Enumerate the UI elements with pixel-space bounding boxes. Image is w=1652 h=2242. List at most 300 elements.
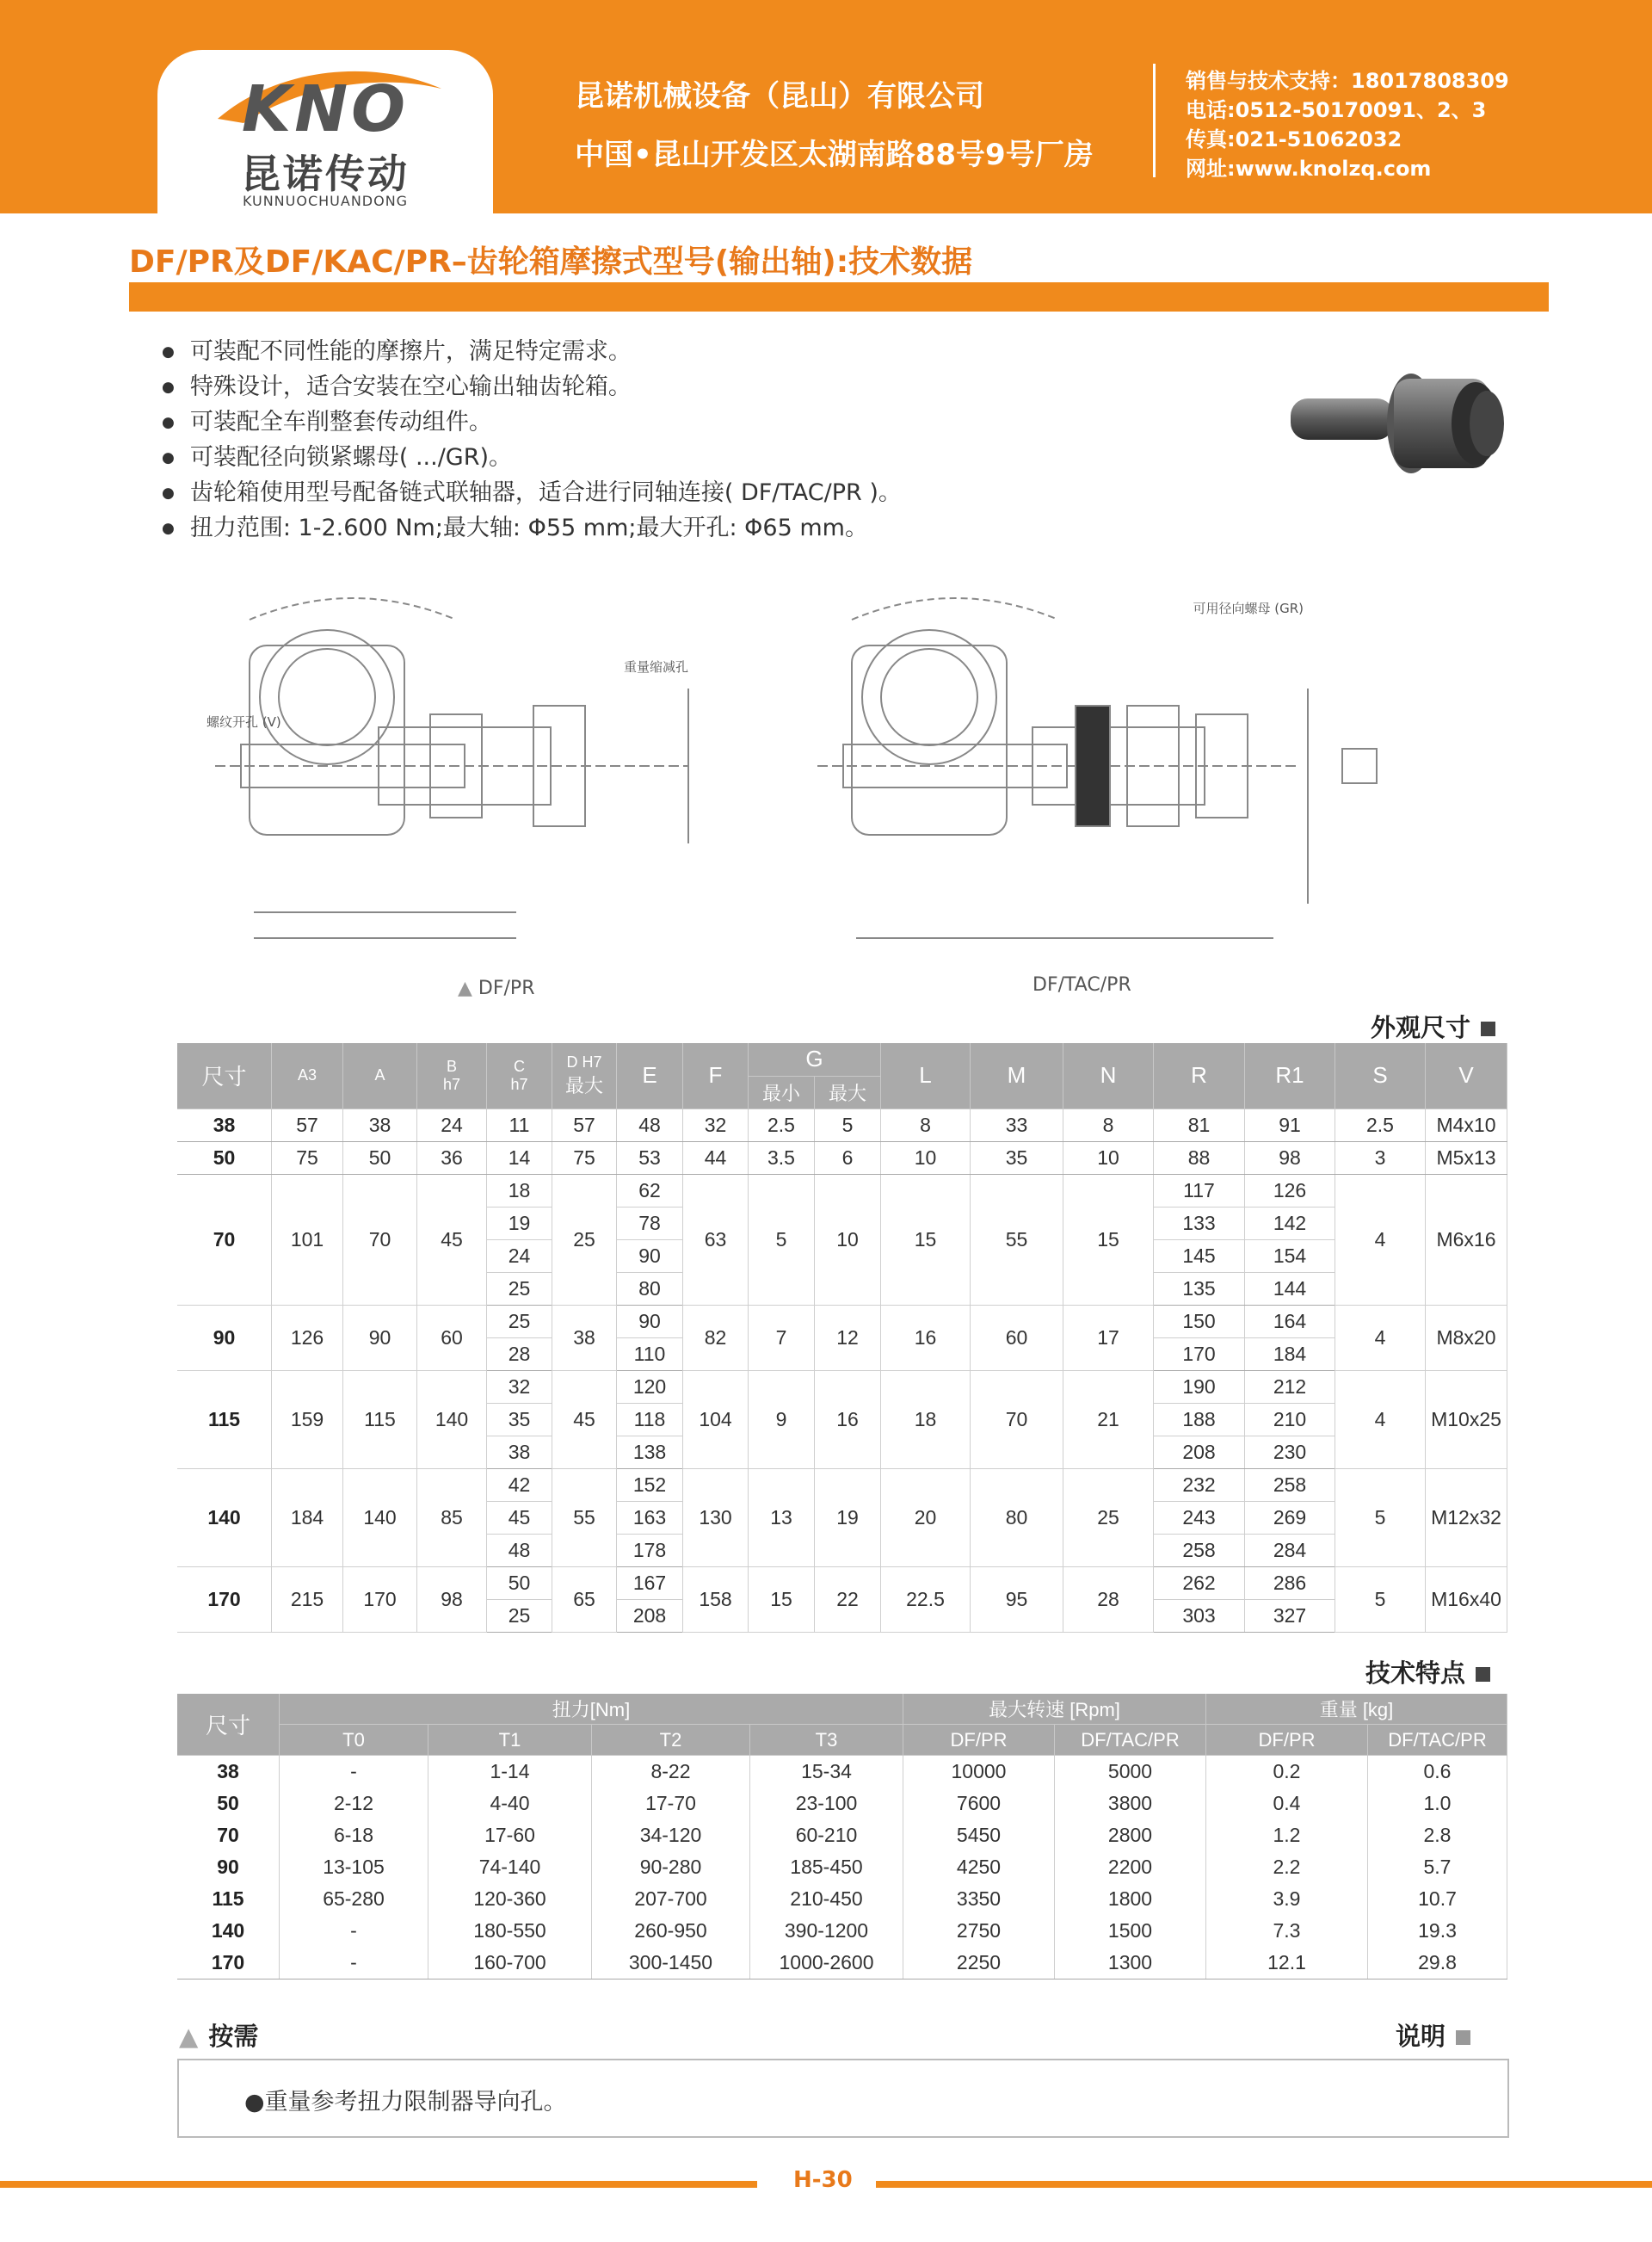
- cell-r: 188: [1154, 1403, 1245, 1436]
- tech-cell-t2: 17-70: [592, 1788, 750, 1819]
- tech-col-t0: T0: [280, 1725, 428, 1756]
- cell-d: 38: [552, 1305, 617, 1370]
- tech-cell-size: 38: [177, 1756, 280, 1788]
- tech-cell-t1: 17-60: [428, 1819, 592, 1851]
- cell-g-min: 7: [749, 1305, 815, 1370]
- cell-s: 3: [1335, 1141, 1426, 1174]
- tech-cell-t1: 4-40: [428, 1788, 592, 1819]
- tech-row: [177, 1947, 1507, 1980]
- dim-row: [177, 1141, 1507, 1174]
- cell-g-max: 10: [815, 1174, 881, 1305]
- thread-hole-label: 螺纹开孔 (V): [206, 714, 281, 730]
- page-number: H-30: [793, 2167, 853, 2193]
- tech-row: [177, 1915, 1507, 1947]
- col-size: 尺寸: [177, 1043, 272, 1109]
- tech-cell-t3: 185-450: [750, 1851, 903, 1883]
- tech-cell-size: 115: [177, 1883, 280, 1915]
- cell-e: 62: [617, 1174, 683, 1207]
- tech-col-speed-dfpr: DF/PR: [903, 1725, 1055, 1756]
- cell-m: 60: [971, 1305, 1063, 1370]
- tech-col-t1: T1: [428, 1725, 592, 1756]
- tech-cell-speed-dftacpr: 2800: [1055, 1819, 1206, 1851]
- tech-cell-t2: 300-1450: [592, 1947, 750, 1980]
- cell-a: 140: [343, 1468, 417, 1566]
- tech-cell-speed-dfpr: 4250: [903, 1851, 1055, 1883]
- cell-e: 178: [617, 1534, 683, 1566]
- contact-website[interactable]: 网址:www.knolzq.com: [1186, 157, 1432, 181]
- cell-f: 44: [683, 1141, 749, 1174]
- title-bar: [129, 282, 1549, 312]
- cell-f: 104: [683, 1370, 749, 1468]
- col-m: M: [971, 1043, 1063, 1109]
- caption-df-tac-pr: DF/TAC/PR: [1032, 974, 1131, 996]
- tech-cell-size: 90: [177, 1851, 280, 1883]
- cell-e: 167: [617, 1566, 683, 1599]
- cell-size: 90: [177, 1305, 272, 1370]
- col-v: V: [1426, 1043, 1507, 1109]
- cell-c: 11: [487, 1109, 552, 1141]
- cell-e: 48: [617, 1109, 683, 1141]
- col-g: G: [749, 1043, 881, 1076]
- cell-size: 115: [177, 1370, 272, 1468]
- cell-b: 45: [417, 1174, 487, 1305]
- cell-e: 90: [617, 1239, 683, 1272]
- cell-size: 140: [177, 1468, 272, 1566]
- cell-c: 25: [487, 1272, 552, 1305]
- cell-s: 2.5: [1335, 1109, 1426, 1141]
- logo: [157, 50, 493, 213]
- contact-phone: 电话:0512-50170091、2、3: [1186, 98, 1487, 122]
- cell-s: 4: [1335, 1370, 1426, 1468]
- cell-b: 60: [417, 1305, 487, 1370]
- tech-cell-weight-dftacpr: 29.8: [1368, 1947, 1507, 1980]
- tech-cell-t3: 1000-2600: [750, 1947, 903, 1980]
- tech-col-size: 尺寸: [177, 1694, 280, 1756]
- footer-line-right: [876, 2181, 1652, 2188]
- tech-cell-speed-dfpr: 3350: [903, 1883, 1055, 1915]
- col-f: F: [683, 1043, 749, 1109]
- logo-chinese-name: 昆诺传动: [241, 151, 410, 197]
- header-divider: [1153, 64, 1156, 177]
- cell-c: 14: [487, 1141, 552, 1174]
- tech-cell-speed-dftacpr: 5000: [1055, 1756, 1206, 1788]
- dim-row: [177, 1370, 1507, 1403]
- cell-v: M8x20: [1426, 1305, 1507, 1370]
- tech-cell-t2: 207-700: [592, 1883, 750, 1915]
- feature-list: [162, 334, 902, 546]
- cell-r: 262: [1154, 1566, 1245, 1599]
- col-a: A: [343, 1043, 417, 1109]
- logo-text: KNO: [241, 72, 410, 146]
- tech-row: [177, 1819, 1507, 1851]
- tech-col-t3: T3: [750, 1725, 903, 1756]
- cell-r1: 327: [1245, 1599, 1335, 1632]
- cell-s: 5: [1335, 1566, 1426, 1632]
- product-photo: [1282, 360, 1514, 506]
- cell-f: 130: [683, 1468, 749, 1566]
- cell-r1: 126: [1245, 1174, 1335, 1207]
- cell-e: 118: [617, 1403, 683, 1436]
- tech-col-t2: T2: [592, 1725, 750, 1756]
- cell-c: 18: [487, 1174, 552, 1207]
- cell-e: 53: [617, 1141, 683, 1174]
- dim-row: [177, 1109, 1507, 1141]
- cell-a3: 75: [272, 1141, 343, 1174]
- company-name: 昆诺机械设备（昆山）有限公司: [575, 79, 984, 114]
- cell-v: M4x10: [1426, 1109, 1507, 1141]
- tech-cell-t0: 65-280: [280, 1883, 428, 1915]
- feature-item: ● 可装配不同性能的摩擦片，满足特定需求。: [162, 334, 902, 369]
- cell-g-max: 16: [815, 1370, 881, 1468]
- cell-c: 19: [487, 1207, 552, 1239]
- tech-row: [177, 1851, 1507, 1883]
- col-g-min: 最小: [749, 1076, 815, 1109]
- tech-cell-speed-dftacpr: 1300: [1055, 1947, 1206, 1980]
- note-text: ●重量参考扭力限制器导向孔。: [244, 2089, 567, 2115]
- feature-item: ● 可装配全车削整套传动组件。: [162, 405, 902, 440]
- cell-v: M16x40: [1426, 1566, 1507, 1632]
- cell-c: 38: [487, 1436, 552, 1468]
- cell-l: 10: [881, 1141, 971, 1174]
- tech-cell-speed-dfpr: 5450: [903, 1819, 1055, 1851]
- cell-g-min: 15: [749, 1566, 815, 1632]
- tech-cell-t1: 120-360: [428, 1883, 592, 1915]
- tech-cell-t2: 8-22: [592, 1756, 750, 1788]
- col-r1: R1: [1245, 1043, 1335, 1109]
- cell-n: 25: [1063, 1468, 1154, 1566]
- tech-cell-weight-dfpr: 7.3: [1206, 1915, 1368, 1947]
- cell-c: 35: [487, 1403, 552, 1436]
- col-g-max: 最大: [815, 1076, 881, 1109]
- cell-l: 18: [881, 1370, 971, 1468]
- page-title: DF/PR及DF/KAC/PR–齿轮箱摩擦式型号(输出轴):技术数据: [129, 244, 973, 280]
- cell-e: 78: [617, 1207, 683, 1239]
- tech-cell-t3: 15-34: [750, 1756, 903, 1788]
- cell-n: 21: [1063, 1370, 1154, 1468]
- cell-r1: 230: [1245, 1436, 1335, 1468]
- cell-a3: 159: [272, 1370, 343, 1468]
- cell-r: 81: [1154, 1109, 1245, 1141]
- dimensions-table-body: [177, 1109, 1507, 1632]
- cell-v: M5x13: [1426, 1141, 1507, 1174]
- tech-row: [177, 1883, 1507, 1915]
- cell-r1: 184: [1245, 1337, 1335, 1370]
- tech-table-body: [177, 1756, 1507, 1980]
- tech-cell-speed-dftacpr: 2200: [1055, 1851, 1206, 1883]
- tech-col-speed: 最大转速 [Rpm]: [903, 1694, 1206, 1725]
- cell-r: 145: [1154, 1239, 1245, 1272]
- cell-r: 208: [1154, 1436, 1245, 1468]
- tech-cell-weight-dfpr: 0.4: [1206, 1788, 1368, 1819]
- tech-cell-weight-dftacpr: 5.7: [1368, 1851, 1507, 1883]
- cell-d: 45: [552, 1370, 617, 1468]
- cell-c: 50: [487, 1566, 552, 1599]
- tech-cell-weight-dftacpr: 2.8: [1368, 1819, 1507, 1851]
- cell-r: 133: [1154, 1207, 1245, 1239]
- caption-df-pr: ▲ DF/PR: [458, 978, 535, 999]
- col-s: S: [1335, 1043, 1426, 1109]
- tech-cell-t2: 260-950: [592, 1915, 750, 1947]
- tech-cell-size: 140: [177, 1915, 280, 1947]
- contact-fax: 传真:021-51062032: [1186, 127, 1402, 151]
- cell-r: 258: [1154, 1534, 1245, 1566]
- tech-col-torque: 扭力[Nm]: [280, 1694, 903, 1725]
- tech-cell-size: 70: [177, 1819, 280, 1851]
- tech-col-weight: 重量 [kg]: [1206, 1694, 1507, 1725]
- cell-l: 16: [881, 1305, 971, 1370]
- col-r: R: [1154, 1043, 1245, 1109]
- company-address: 中国•昆山开发区太湖南路88号9号厂房: [575, 138, 1094, 172]
- cell-size: 38: [177, 1109, 272, 1141]
- tech-section-title: 技术特点: [1365, 1654, 1490, 1689]
- contact-sales: 销售与技术支持：18017808309: [1186, 69, 1509, 93]
- cell-r1: 154: [1245, 1239, 1335, 1272]
- cell-size: 50: [177, 1141, 272, 1174]
- cell-a: 90: [343, 1305, 417, 1370]
- tech-cell-weight-dfpr: 2.2: [1206, 1851, 1368, 1883]
- tech-cell-t0: -: [280, 1915, 428, 1947]
- tech-cell-weight-dfpr: 12.1: [1206, 1947, 1368, 1980]
- cell-c: 25: [487, 1599, 552, 1632]
- cell-r: 190: [1154, 1370, 1245, 1403]
- cell-d: 57: [552, 1109, 617, 1141]
- dim-row: [177, 1468, 1507, 1501]
- tech-cell-t3: 210-450: [750, 1883, 903, 1915]
- page-header: [0, 0, 1652, 213]
- cell-e: 120: [617, 1370, 683, 1403]
- cell-e: 208: [617, 1599, 683, 1632]
- dimensions-section-title: 外观尺寸: [1371, 1009, 1495, 1044]
- tech-cell-size: 170: [177, 1947, 280, 1980]
- cell-a: 170: [343, 1566, 417, 1632]
- cell-c: 42: [487, 1468, 552, 1501]
- cell-b: 36: [417, 1141, 487, 1174]
- cell-e: 110: [617, 1337, 683, 1370]
- cell-a: 50: [343, 1141, 417, 1174]
- footer-line-left: [0, 2181, 757, 2188]
- cell-l: 20: [881, 1468, 971, 1566]
- cell-b: 85: [417, 1468, 487, 1566]
- tech-cell-t0: 6-18: [280, 1819, 428, 1851]
- cell-g-max: 22: [815, 1566, 881, 1632]
- tech-cell-t3: 390-1200: [750, 1915, 903, 1947]
- cell-c: 48: [487, 1534, 552, 1566]
- tech-table: [177, 1694, 1507, 1980]
- cell-r: 117: [1154, 1174, 1245, 1207]
- drawing-df-pr: [206, 585, 706, 981]
- cell-n: 17: [1063, 1305, 1154, 1370]
- cell-r1: 144: [1245, 1272, 1335, 1305]
- cell-f: 82: [683, 1305, 749, 1370]
- cell-e: 152: [617, 1468, 683, 1501]
- tech-cell-weight-dftacpr: 0.6: [1368, 1756, 1507, 1788]
- tech-cell-speed-dfpr: 7600: [903, 1788, 1055, 1819]
- tech-cell-weight-dftacpr: 19.3: [1368, 1915, 1507, 1947]
- tech-row: [177, 1756, 1507, 1788]
- cell-v: M10x25: [1426, 1370, 1507, 1468]
- dim-row: [177, 1305, 1507, 1337]
- cell-r1: 210: [1245, 1403, 1335, 1436]
- cell-n: 28: [1063, 1566, 1154, 1632]
- cell-c: 32: [487, 1370, 552, 1403]
- cell-f: 158: [683, 1566, 749, 1632]
- tech-cell-t0: -: [280, 1756, 428, 1788]
- cell-m: 55: [971, 1174, 1063, 1305]
- cell-r1: 142: [1245, 1207, 1335, 1239]
- col-n: N: [1063, 1043, 1154, 1109]
- tech-col-weight-dfpr: DF/PR: [1206, 1725, 1368, 1756]
- cell-a: 115: [343, 1370, 417, 1468]
- cell-r1: 286: [1245, 1566, 1335, 1599]
- cell-l: 15: [881, 1174, 971, 1305]
- cell-e: 163: [617, 1501, 683, 1534]
- cell-b: 98: [417, 1566, 487, 1632]
- explain-label: 说明: [1396, 2017, 1470, 2053]
- tech-cell-t2: 34-120: [592, 1819, 750, 1851]
- cell-g-min: 5: [749, 1174, 815, 1305]
- cell-m: 70: [971, 1370, 1063, 1468]
- cell-g-min: 3.5: [749, 1141, 815, 1174]
- col-d: D H7 最大: [552, 1043, 617, 1109]
- feature-item: ● 可装配径向锁紧螺母( .../GR)。: [162, 440, 902, 475]
- cell-g-min: 9: [749, 1370, 815, 1468]
- cell-f: 32: [683, 1109, 749, 1141]
- cell-m: 80: [971, 1468, 1063, 1566]
- cell-v: M6x16: [1426, 1174, 1507, 1305]
- tech-cell-speed-dfpr: 10000: [903, 1756, 1055, 1788]
- cell-b: 140: [417, 1370, 487, 1468]
- cell-r1: 98: [1245, 1141, 1335, 1174]
- feature-item: ● 扭力范围: 1-2.600 Nm;最大轴: Φ55 mm;最大开孔: Φ65 mm。: [162, 510, 902, 546]
- cell-r1: 284: [1245, 1534, 1335, 1566]
- radial-nut-label: 可用径向螺母 (GR): [1193, 601, 1304, 616]
- tech-cell-t1: 1-14: [428, 1756, 592, 1788]
- cell-r: 232: [1154, 1468, 1245, 1501]
- cell-s: 4: [1335, 1305, 1426, 1370]
- tech-cell-t2: 90-280: [592, 1851, 750, 1883]
- cell-size: 170: [177, 1566, 272, 1632]
- cell-c: 45: [487, 1501, 552, 1534]
- notes-box: [177, 2059, 1509, 2138]
- cell-m: 35: [971, 1141, 1063, 1174]
- weight-reduction-hole-label: 重量缩减孔: [623, 659, 688, 675]
- cell-l: 8: [881, 1109, 971, 1141]
- cell-r1: 258: [1245, 1468, 1335, 1501]
- cell-a: 38: [343, 1109, 417, 1141]
- cell-r1: 91: [1245, 1109, 1335, 1141]
- dimensions-table: [177, 1043, 1507, 1633]
- tech-cell-t0: -: [280, 1947, 428, 1980]
- tech-cell-size: 50: [177, 1788, 280, 1819]
- tech-cell-speed-dfpr: 2750: [903, 1915, 1055, 1947]
- tech-cell-speed-dftacpr: 1800: [1055, 1883, 1206, 1915]
- tech-cell-speed-dftacpr: 3800: [1055, 1788, 1206, 1819]
- cell-g-max: 6: [815, 1141, 881, 1174]
- cell-a3: 126: [272, 1305, 343, 1370]
- cell-r: 243: [1154, 1501, 1245, 1534]
- cell-v: M12x32: [1426, 1468, 1507, 1566]
- tech-cell-t0: 13-105: [280, 1851, 428, 1883]
- cell-b: 24: [417, 1109, 487, 1141]
- col-a3: A3: [272, 1043, 343, 1109]
- tech-cell-t3: 23-100: [750, 1788, 903, 1819]
- cell-g-max: 19: [815, 1468, 881, 1566]
- cell-size: 70: [177, 1174, 272, 1305]
- tech-cell-speed-dftacpr: 1500: [1055, 1915, 1206, 1947]
- drawing-df-tac-pr: [809, 585, 1411, 981]
- cell-g-max: 12: [815, 1305, 881, 1370]
- on-demand-label: ▲ 按需: [179, 2022, 259, 2051]
- cell-r: 150: [1154, 1305, 1245, 1337]
- cell-n: 15: [1063, 1174, 1154, 1305]
- cell-r1: 269: [1245, 1501, 1335, 1534]
- tech-cell-t3: 60-210: [750, 1819, 903, 1851]
- cell-m: 33: [971, 1109, 1063, 1141]
- tech-cell-weight-dftacpr: 1.0: [1368, 1788, 1507, 1819]
- tech-cell-weight-dfpr: 3.9: [1206, 1883, 1368, 1915]
- cell-c: 24: [487, 1239, 552, 1272]
- cell-c: 28: [487, 1337, 552, 1370]
- cell-d: 75: [552, 1141, 617, 1174]
- cell-r: 303: [1154, 1599, 1245, 1632]
- cell-e: 90: [617, 1305, 683, 1337]
- tech-cell-t1: 160-700: [428, 1947, 592, 1980]
- dim-row: [177, 1566, 1507, 1599]
- cell-n: 8: [1063, 1109, 1154, 1141]
- cell-a3: 215: [272, 1566, 343, 1632]
- cell-n: 10: [1063, 1141, 1154, 1174]
- cell-e: 138: [617, 1436, 683, 1468]
- cell-r1: 212: [1245, 1370, 1335, 1403]
- logo-pinyin: KUNNUOCHUANDONG: [242, 193, 409, 209]
- tech-cell-weight-dfpr: 0.2: [1206, 1756, 1368, 1788]
- dim-row: [177, 1174, 1507, 1207]
- cell-a3: 101: [272, 1174, 343, 1305]
- tech-col-speed-dftacpr: DF/TAC/PR: [1055, 1725, 1206, 1756]
- tech-cell-t1: 74-140: [428, 1851, 592, 1883]
- cell-r1: 164: [1245, 1305, 1335, 1337]
- feature-item: ● 齿轮箱使用型号配备链式联轴器，适合进行同轴连接( DF/TAC/PR )。: [162, 475, 902, 510]
- cell-l: 22.5: [881, 1566, 971, 1632]
- col-c: C h7: [487, 1043, 552, 1109]
- cell-g-max: 5: [815, 1109, 881, 1141]
- cell-c: 25: [487, 1305, 552, 1337]
- cell-r: 135: [1154, 1272, 1245, 1305]
- cell-e: 80: [617, 1272, 683, 1305]
- col-b: B h7: [417, 1043, 487, 1109]
- cell-r: 170: [1154, 1337, 1245, 1370]
- cell-f: 63: [683, 1174, 749, 1305]
- col-e: E: [617, 1043, 683, 1109]
- col-l: L: [881, 1043, 971, 1109]
- tech-cell-t1: 180-550: [428, 1915, 592, 1947]
- cell-d: 25: [552, 1174, 617, 1305]
- tech-row: [177, 1788, 1507, 1819]
- feature-item: ● 特殊设计，适合安装在空心输出轴齿轮箱。: [162, 369, 902, 405]
- cell-a3: 184: [272, 1468, 343, 1566]
- tech-cell-weight-dftacpr: 10.7: [1368, 1883, 1507, 1915]
- cell-a: 70: [343, 1174, 417, 1305]
- cell-m: 95: [971, 1566, 1063, 1632]
- tech-cell-weight-dfpr: 1.2: [1206, 1819, 1368, 1851]
- cell-g-min: 2.5: [749, 1109, 815, 1141]
- cell-a3: 57: [272, 1109, 343, 1141]
- cell-g-min: 13: [749, 1468, 815, 1566]
- tech-col-weight-dftacpr: DF/TAC/PR: [1368, 1725, 1507, 1756]
- cell-r: 88: [1154, 1141, 1245, 1174]
- cell-d: 65: [552, 1566, 617, 1632]
- tech-cell-t0: 2-12: [280, 1788, 428, 1819]
